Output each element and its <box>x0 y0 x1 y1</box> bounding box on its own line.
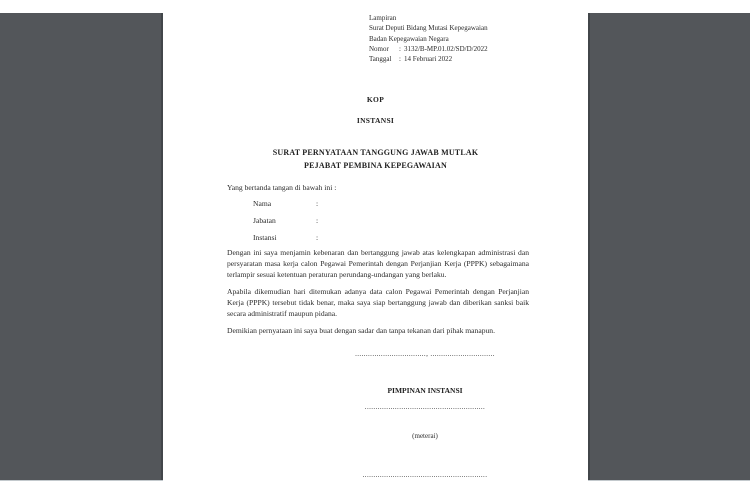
jabatan-separator: : <box>316 216 319 226</box>
paragraph-responsibility: Dengan ini saya menjamin kebenaran dan bertanggung jawab atas kelengkapan administrasi dan persyaratan masa kerja calon Pegawai Pemerintah dengan Perjanjian Kerja (PPPK) sebagaimana terlampir sesuai ketentuan peraturan perundang-undangan yang berlaku. <box>227 248 529 279</box>
identity-fields <box>253 199 322 251</box>
meterai-placeholder: (meterai) <box>412 432 438 440</box>
nomor-label: Nomor <box>369 44 389 53</box>
tanggal-label: Tanggal <box>369 55 392 64</box>
instansi-label: Instansi <box>253 233 277 243</box>
instansi-heading: INSTANSI <box>356 116 395 125</box>
jabatan-label: Jabatan <box>253 216 276 226</box>
tanggal-value: 14 Februari 2022 <box>403 55 453 64</box>
letter-reference-block <box>369 13 488 64</box>
lampiran-label: Lampiran <box>369 14 397 22</box>
opening-line: Yang bertanda tangan di bawah ini : <box>227 183 337 192</box>
bottom-dotted-line: .......................................................... <box>362 471 488 479</box>
signatory-name-dotted-line: ........................................................ <box>364 403 486 411</box>
signature-block <box>325 350 525 490</box>
org-line-1: Surat Deputi Bidang Mutasi Kepegawaian <box>369 24 488 33</box>
document-title <box>163 147 588 172</box>
paragraph-closing: Demikian pernyataan ini saya buat dengan sadar dan tanpa tekanan dari pihak manapun. <box>227 326 495 335</box>
kop-heading: KOP <box>366 95 385 104</box>
document-title-line-2: PEJABAT PEMBINA KEPEGAWAIAN <box>304 160 447 170</box>
tanggal-separator: : <box>399 55 401 64</box>
field-row-jabatan <box>253 216 322 233</box>
nomor-separator: : <box>399 44 401 53</box>
nama-separator: : <box>316 199 319 208</box>
paragraph-sanction: Apabila dikemudian hari ditemukan adanya data calon Pegawai Pemerintah dengan Perjanjian Kerja (PPPK) tersebut tidak benar, maka saya siap bertanggung jawab dan diberikan sanksi baik secara administratif maupun pidana. <box>227 287 529 318</box>
org-line-2: Badan Kepegawaian Negara <box>369 34 449 43</box>
instansi-separator: : <box>316 233 319 243</box>
nama-label: Nama <box>253 199 272 208</box>
document-page <box>163 0 588 500</box>
document-title-line-1: SURAT PERNYATAAN TANGGUNG JAWAB MUTLAK <box>272 148 479 157</box>
nomor-value: 3132/B-MP.01.02/SD/D/2022 <box>403 44 488 53</box>
right-gutter-panel <box>588 13 750 480</box>
signatory-role: PIMPINAN INSTANSI <box>387 386 463 395</box>
body-paragraphs <box>227 247 529 342</box>
place-date-dotted-line: ................................., .............................. <box>355 350 495 358</box>
left-gutter-panel <box>0 13 163 480</box>
nomor-row <box>369 44 488 54</box>
field-row-nama <box>253 199 322 216</box>
tanggal-row <box>369 54 488 64</box>
